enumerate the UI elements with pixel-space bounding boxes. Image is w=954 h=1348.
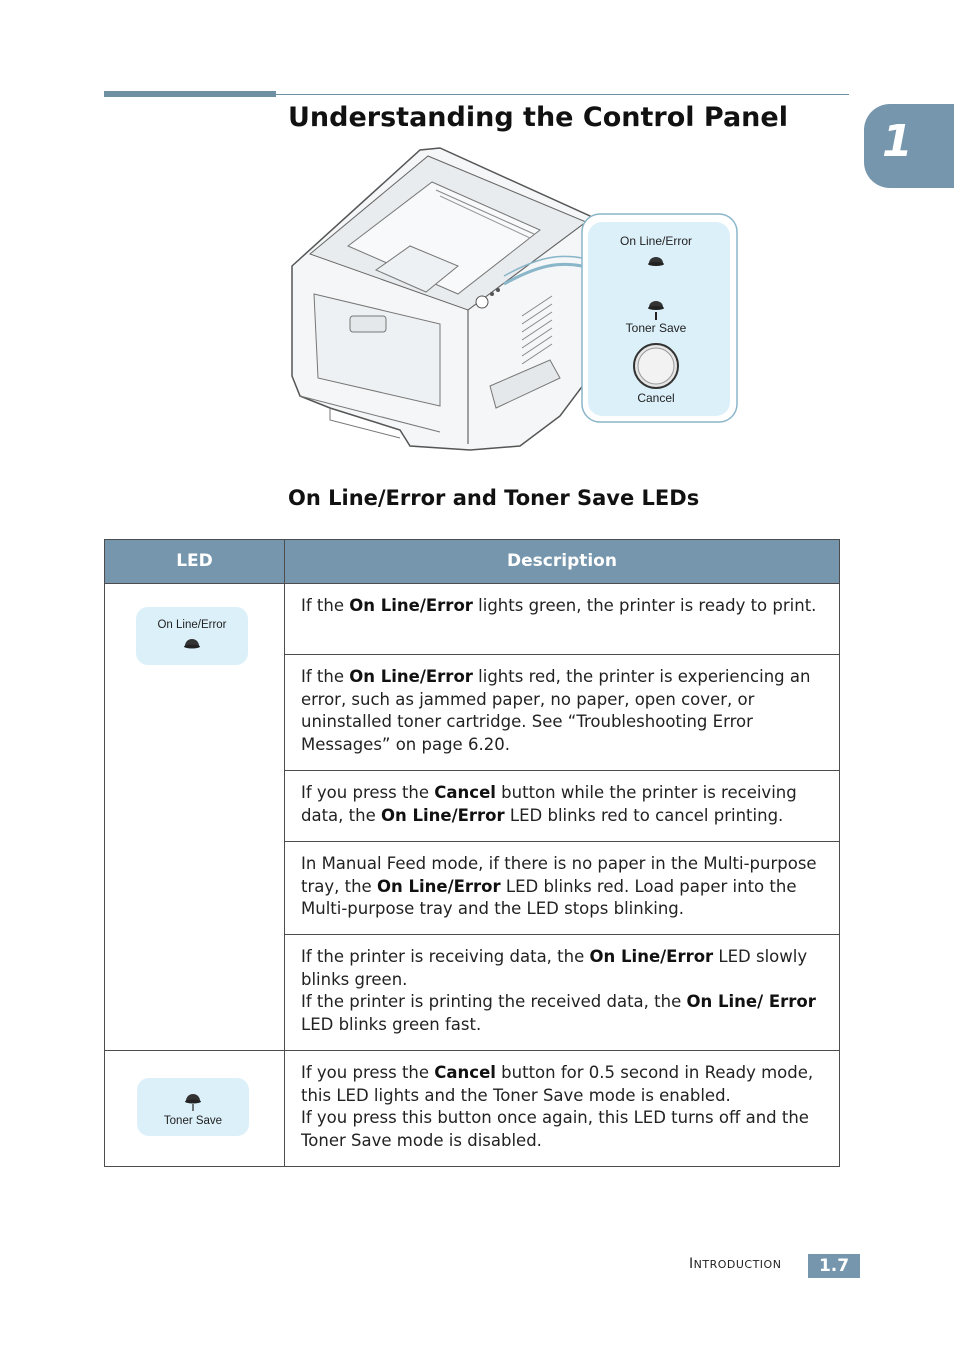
desc-bold: On Line/Error [589, 947, 714, 966]
header-rule-thin [276, 94, 849, 95]
table-row [105, 584, 840, 655]
description-cell [285, 584, 840, 655]
callout-online-label: On Line/Error [619, 234, 693, 248]
description-cell [285, 771, 840, 842]
toner-led-badge [137, 1078, 249, 1136]
desc-text: button while the printer is receiving data, the [301, 783, 797, 825]
desc-text: LED blinks green fast. [301, 1014, 482, 1034]
desc-text: button for 0.5 second in Ready mode, this LED lights and the Toner Save mode is enabled. [301, 1063, 814, 1105]
led-table [104, 539, 840, 1167]
table-header-row [105, 540, 840, 584]
desc-text: If you press the [301, 783, 435, 802]
table-row [105, 1051, 840, 1167]
footer-section-label [689, 1256, 781, 1272]
desc-bold: On Line/ Error [686, 992, 816, 1011]
desc-text: LED blinks red. Load paper into the Multi-purpose tray and the LED stops blinking. [301, 876, 797, 918]
toner-led-label: Toner Save [163, 1115, 223, 1127]
chapter-number: 1 [882, 116, 913, 167]
description-cell [285, 935, 840, 1051]
desc-bold: On Line/Error [376, 876, 501, 896]
desc-text: If the [301, 596, 350, 615]
desc-text: If the [301, 667, 350, 686]
header-led: LED [105, 540, 285, 584]
desc-text: If the printer is printing the received data, the [301, 992, 687, 1011]
desc-bold: Cancel [434, 783, 496, 802]
desc-text: lights green, the printer is ready to print. [472, 596, 817, 615]
toner-led-cell [105, 1051, 285, 1167]
desc-text: In Manual Feed mode, if there is no paper in the Multi-purpose tray, the [301, 854, 817, 896]
online-led-badge [136, 607, 248, 665]
footer-initial: I [689, 1256, 694, 1272]
header-description: Description [285, 540, 840, 584]
desc-text: If you press the [301, 1063, 435, 1082]
desc-bold: On Line/Error [349, 667, 473, 686]
page-number: 1.7 [808, 1254, 860, 1278]
desc-text: LED blinks red to cancel printing. [504, 805, 784, 825]
desc-bold: Cancel [434, 1063, 496, 1082]
description-cell [285, 842, 840, 935]
description-cell [285, 1051, 840, 1167]
section-title: On Line/Error and Toner Save LEDs [288, 486, 700, 510]
desc-bold: On Line/Error [380, 805, 505, 825]
callout-toner-label: Toner Save [625, 321, 687, 335]
desc-text: If you press this button once again, this LED turns off and the Toner Save mode is disabled. [301, 1108, 809, 1150]
desc-text: lights red, the printer is experiencing an error, such as jammed paper, no paper, open cover, or uninstalled toner cartridge. See “Troubleshooting Error Messages” on page 6.20. [301, 667, 811, 754]
desc-bold: On Line/Error [349, 596, 473, 615]
printer-illustration [290, 146, 742, 452]
led-icon [184, 1092, 202, 1112]
description-cell [285, 655, 840, 771]
desc-text: LED slowly blinks green. [301, 947, 808, 989]
online-led-cell [105, 584, 285, 1051]
page-title: Understanding the Control Panel [288, 102, 788, 133]
desc-text: If the printer is receiving data, the [301, 947, 590, 966]
led-icon [183, 635, 201, 649]
online-led-label: On Line/Error [157, 619, 227, 631]
footer-rest: NTRODUCTION [693, 1258, 782, 1271]
callout-cancel-label: Cancel [637, 391, 675, 405]
header-rule-thick [104, 91, 276, 97]
